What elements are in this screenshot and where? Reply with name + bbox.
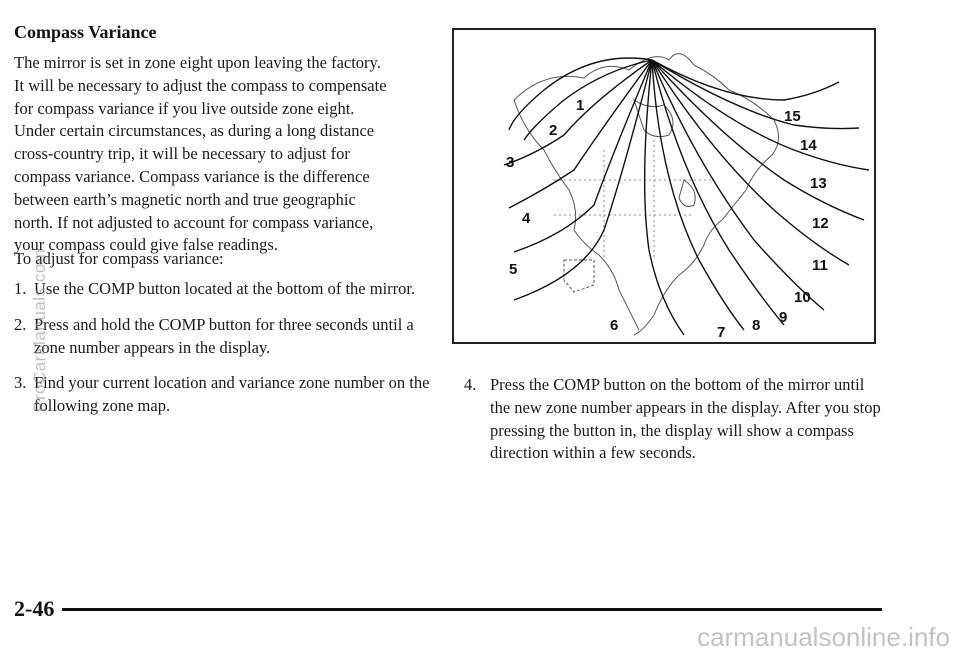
zone-label-7: 7 <box>717 324 726 341</box>
body-paragraph <box>14 52 434 257</box>
step-text: Press and hold the COMP button for three seconds until a zone number appears in the display. <box>34 314 414 357</box>
footer-rule <box>62 608 882 611</box>
continent-outline <box>514 54 779 335</box>
step-item <box>14 314 444 360</box>
paragraph-line: It will be necessary to adjust the compass to compensate <box>14 75 387 95</box>
bottom-watermark: carmanualsonline.info <box>697 622 950 652</box>
zone-label-15: 15 <box>784 108 801 125</box>
paragraph-line: north. If not adjusted to account for compass variance, <box>14 212 374 232</box>
paragraph-line: Under certain circumstances, as during a long distance <box>14 121 375 141</box>
zone-label-13: 13 <box>810 175 827 192</box>
step-number: 3. <box>14 373 27 393</box>
paragraph-line: compass variance. Compass variance is the difference <box>14 166 370 186</box>
instruction-text: To adjust for compass variance: <box>14 249 224 268</box>
zone-label-1: 1 <box>576 97 585 114</box>
paragraph-line: your compass could give false readings. <box>14 235 278 255</box>
step-item <box>14 278 444 301</box>
zone-label-2: 2 <box>549 122 558 139</box>
paragraph-line: cross-country trip, it will be necessary to adjust for <box>14 144 350 164</box>
step-number: 2. <box>14 314 27 334</box>
step-item <box>14 372 444 418</box>
paragraph-line: between earth’s magnetic north and true geographic <box>14 189 356 209</box>
step-text: Press the COMP button on the bottom of the mirror until the new zone number appears in the display. After you stop pressing the button in, the display will show a compass direction within a few seconds. <box>490 375 881 463</box>
zone-label-10: 10 <box>794 289 811 306</box>
zone-label-3: 3 <box>506 154 515 171</box>
paragraph-line: The mirror is set in zone eight upon leaving the factory. <box>14 53 381 72</box>
step-text: Find your current location and variance zone number on the following zone map. <box>34 373 430 416</box>
zone-label-6: 6 <box>610 317 619 334</box>
step-text: Use the COMP button located at the bottom of the mirror. <box>34 279 416 298</box>
step-number: 1. <box>14 279 27 298</box>
zone-label-4: 4 <box>522 210 531 227</box>
zone-label-5: 5 <box>509 261 518 278</box>
section-heading: Compass Variance <box>14 22 157 42</box>
zone-label-12: 12 <box>812 215 829 232</box>
isogonic-lines <box>504 58 869 335</box>
compass-zone-map <box>452 28 876 344</box>
side-watermark: ProCarManuals.com <box>30 248 49 412</box>
zone-label-9: 9 <box>779 309 788 326</box>
step-item <box>464 374 884 465</box>
zone-label-14: 14 <box>800 137 817 154</box>
paragraph-line: for compass variance if you live outside zone eight. <box>14 98 355 118</box>
step-number: 4. <box>464 375 477 394</box>
zone-map-svg <box>454 30 874 342</box>
page-number: 2-46 <box>14 596 55 621</box>
zone-label-8: 8 <box>752 317 761 334</box>
step-list <box>14 278 444 431</box>
zone-label-11: 11 <box>812 257 828 274</box>
